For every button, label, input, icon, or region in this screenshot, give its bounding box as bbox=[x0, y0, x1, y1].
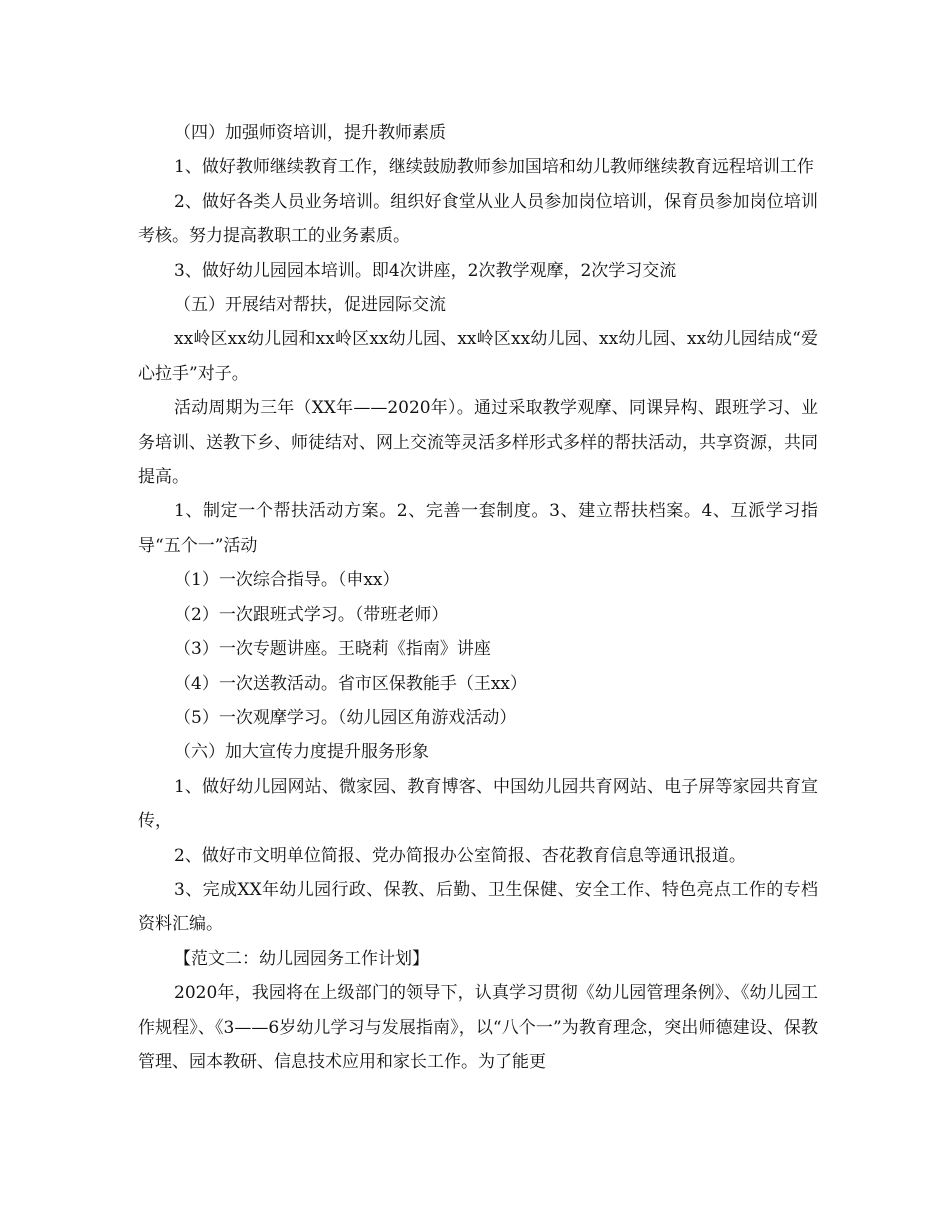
paragraph: 2、做好各类人员业务培训。组织好食堂从业人员参加岗位培训，保育员参加岗位培训考核。努力提高教职工的业务素质。 bbox=[138, 191, 818, 247]
paragraph: 2020年，我园将在上级部门的领导下，认真学习贯彻《幼儿园管理条例》、《幼儿园工作规程》、《3——6岁幼儿学习与发展指南》，以“八个一”为教育理念，突出师德建设、保教管理、园本教研、信息技术应用和家长工作。为了能更 bbox=[138, 983, 818, 1072]
paragraph: xx岭区xx幼儿园和xx岭区xx幼儿园、xx岭区xx幼儿园、xx幼儿园、xx幼儿园结成“爱心拉手”对子。 bbox=[138, 329, 818, 384]
paragraph: 1、做好教师继续教育工作，继续鼓励教师参加国培和幼儿教师继续教育远程培训工作 bbox=[174, 157, 814, 178]
section-heading-5: （五）开展结对帮扶，促进园际交流 bbox=[174, 295, 446, 316]
list-item: （3）一次专题讲座。王晓莉《指南》讲座 bbox=[174, 639, 491, 660]
list-item: （5）一次观摩学习。（幼儿园区角游戏活动） bbox=[174, 707, 517, 728]
list-item: （1）一次综合指导。（申xx） bbox=[174, 570, 400, 591]
section-heading-4: （四）加强师资培训，提升教师素质 bbox=[174, 123, 446, 143]
section-heading-6: （六）加大宣传力度提升服务形象 bbox=[174, 742, 429, 763]
paragraph: 3、完成XX年幼儿园行政、保教、后勤、卫生保健、安全工作、特色亮点工作的专档资料汇编。 bbox=[138, 879, 818, 935]
paragraph: 活动周期为三年（XX年——2020年）。通过采取教学观摩、同课异构、跟班学习、业务培训、送教下乡、师徒结对、网上交流等灵活多样形式多样的帮扶活动，共享资源，共同提高。 bbox=[138, 398, 818, 488]
paragraph: 1、制定一个帮扶活动方案。2、完善一套制度。3、建立帮扶档案。4、互派学习指导“五个一”活动 bbox=[138, 501, 818, 556]
paragraph: 2、做好市文明单位简报、党办简报办公室简报、杏花教育信息等通讯报道。 bbox=[174, 845, 746, 866]
list-item: （4）一次送教活动。省市区保教能手（王xx） bbox=[174, 673, 527, 694]
paragraph: 3、做好幼儿园园本培训。即4次讲座，2次教学观摩，2次学习交流 bbox=[174, 260, 677, 281]
sample-title: 【范文二：幼儿园园务工作计划】 bbox=[174, 948, 429, 969]
document-body bbox=[138, 116, 818, 1079]
paragraph: 1、做好幼儿园网站、微家园、教育博客、中国幼儿园共育网站、电子屏等家园共育宣传， bbox=[138, 776, 818, 832]
list-item: （2）一次跟班式学习。（带班老师） bbox=[174, 604, 449, 625]
